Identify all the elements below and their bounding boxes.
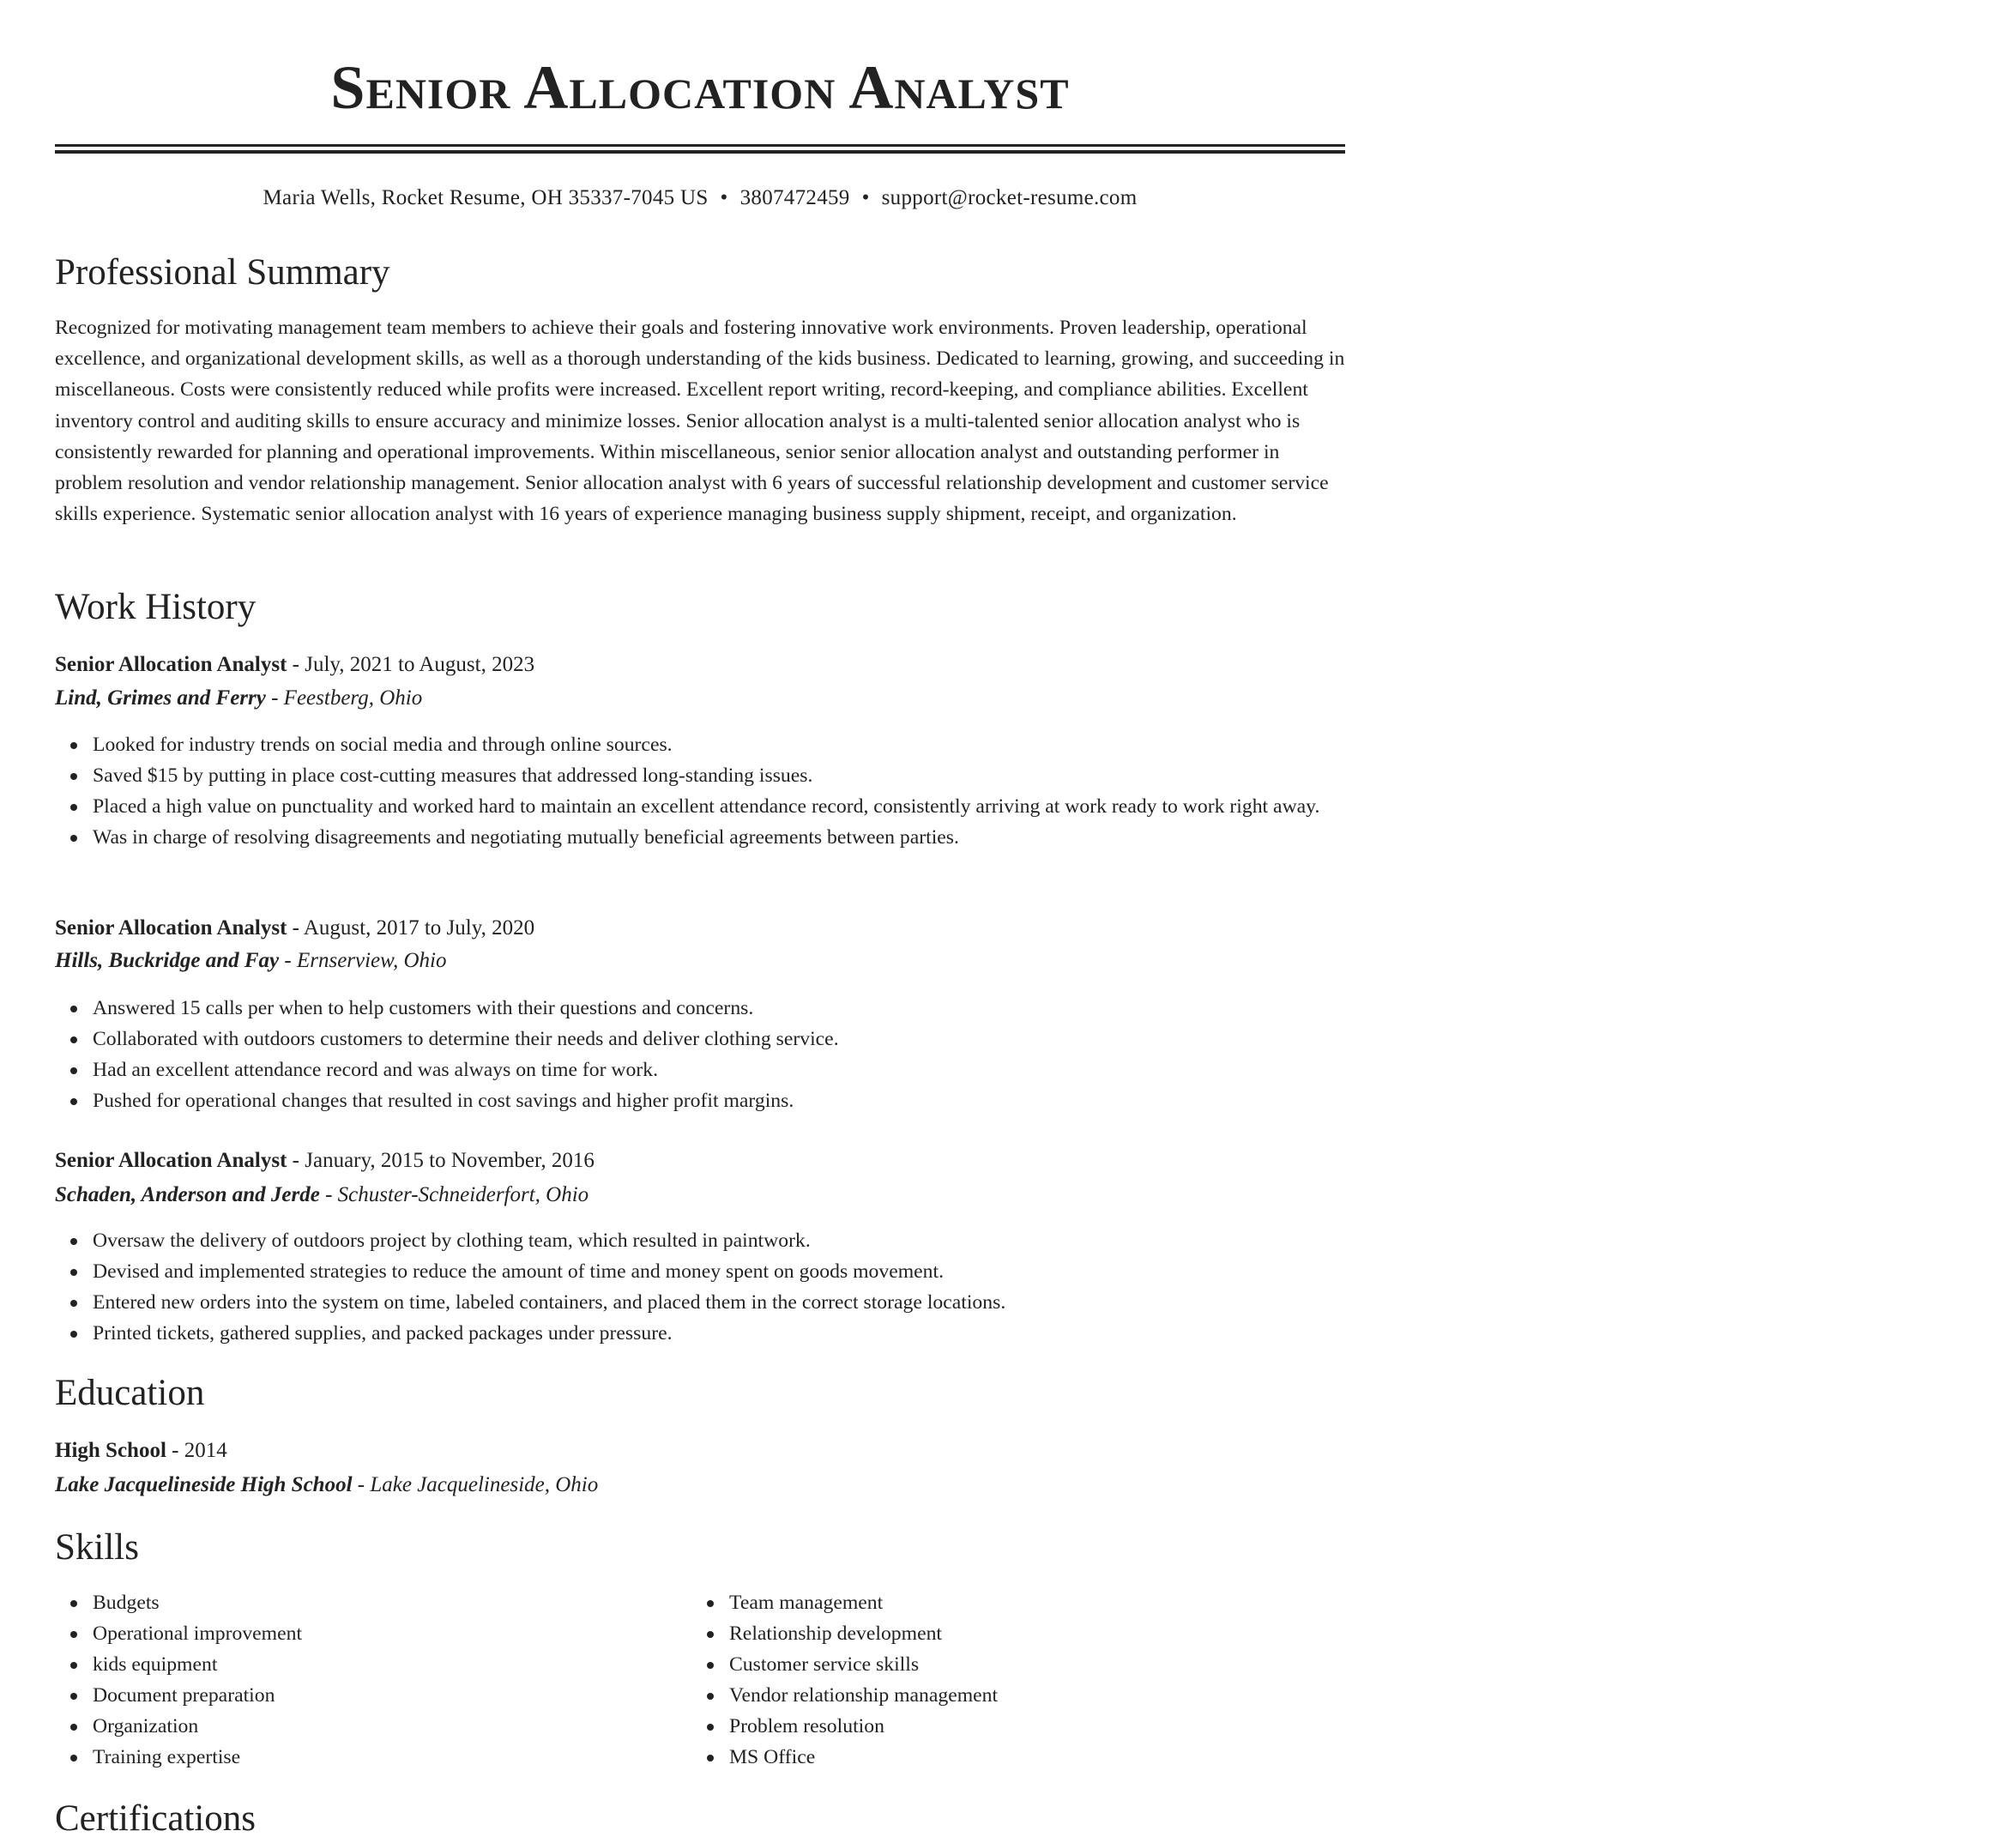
education-location: - Lake Jacquelineside, Ohio	[352, 1473, 599, 1496]
job-company-line	[55, 682, 422, 715]
list-item: Pushed for operational changes that resulted in cost savings and higher profit margins.	[93, 1085, 1379, 1116]
job-company: Hills, Buckridge and Fay	[55, 949, 280, 972]
list-item: Looked for industry trends on social media and through online sources.	[93, 729, 1379, 760]
job-title: Senior Allocation Analyst	[55, 916, 287, 940]
skills-heading: Skills	[55, 1527, 139, 1568]
skill-item: MS Office	[729, 1742, 2016, 1773]
job-location: - Feestberg, Ohio	[265, 686, 423, 710]
job-location: - Schuster-Schneiderfort, Ohio	[319, 1183, 589, 1206]
list-item: Placed a high value on punctuality and worked hard to maintain an excellent attendance record, consistently arriving at work ready to work right away.	[93, 791, 1379, 822]
skill-item: Team management	[729, 1587, 2016, 1618]
job-company-line	[55, 1179, 589, 1212]
resume-title: Senior Allocation Analyst	[330, 53, 1070, 122]
education-degree: High School	[55, 1439, 166, 1462]
list-item: Saved $15 by putting in place cost-cutting measures that addressed long-standing issues.	[93, 760, 1379, 791]
skill-item: kids equipment	[93, 1649, 1379, 1680]
job-bullets	[55, 993, 1379, 1116]
list-item: Collaborated with outdoors customers to determine their needs and deliver clothing service.	[93, 1024, 1379, 1054]
job-dates: - January, 2015 to November, 2016	[287, 1149, 595, 1172]
skill-item: Relationship development	[729, 1618, 2016, 1649]
skill-item: Training expertise	[93, 1742, 1379, 1773]
skill-item: Customer service skills	[729, 1649, 2016, 1680]
job-title: Senior Allocation Analyst	[55, 653, 287, 676]
job-bullets	[55, 1225, 1379, 1349]
job-title-line	[55, 912, 534, 945]
education-school-line	[55, 1469, 598, 1502]
list-item: Printed tickets, gathered supplies, and packed packages under pressure.	[93, 1318, 1379, 1349]
contact-separator: •	[861, 186, 870, 209]
job-dates: - July, 2021 to August, 2023	[287, 653, 535, 676]
contact-phone: 3807472459	[739, 186, 850, 209]
job-company-line	[55, 945, 446, 977]
job-location: - Ernserview, Ohio	[279, 949, 447, 972]
list-item: Had an excellent attendance record and was always on time for work.	[93, 1054, 1379, 1085]
contact-address: Maria Wells, Rocket Resume, OH 35337-7045 US	[263, 186, 709, 209]
title-divider-top	[55, 144, 1345, 147]
work-history-heading: Work History	[55, 587, 257, 627]
skill-item: Problem resolution	[729, 1711, 2016, 1742]
job-company: Schaden, Anderson and Jerde	[55, 1183, 320, 1206]
list-item: Was in charge of resolving disagreements and negotiating mutually beneficial agreements between parties.	[93, 822, 1379, 853]
contact-email: support@rocket-resume.com	[881, 186, 1138, 209]
job-dates: - August, 2017 to July, 2020	[287, 916, 535, 940]
education-heading: Education	[55, 1373, 205, 1413]
education-year: - 2014	[166, 1439, 227, 1462]
skill-item: Organization	[93, 1711, 1379, 1742]
skill-item: Vendor relationship management	[729, 1680, 2016, 1711]
skill-item: Document preparation	[93, 1680, 1379, 1711]
skill-item: Operational improvement	[93, 1618, 1379, 1649]
list-item: Answered 15 calls per when to help customers with their questions and concerns.	[93, 993, 1379, 1024]
certifications-heading: Certifications	[55, 1798, 257, 1839]
job-company: Lind, Grimes and Ferry	[55, 686, 266, 710]
title-divider-bottom	[55, 150, 1345, 154]
skills-list-right	[691, 1587, 2016, 1773]
skill-item: Budgets	[93, 1587, 1379, 1618]
list-item: Oversaw the delivery of outdoors project by clothing team, which resulted in paintwork.	[93, 1225, 1379, 1256]
list-item: Devised and implemented strategies to reduce the amount of time and money spent on goods movement.	[93, 1256, 1379, 1287]
education-degree-line	[55, 1435, 227, 1467]
job-title-line	[55, 649, 534, 681]
list-item: Entered new orders into the system on time, labeled containers, and placed them in the correct storage locations.	[93, 1287, 1379, 1318]
summary-heading: Professional Summary	[55, 252, 390, 293]
job-bullets	[55, 729, 1379, 853]
job-title: Senior Allocation Analyst	[55, 1149, 287, 1172]
education-school: Lake Jacquelineside High School	[55, 1473, 353, 1496]
contact-line	[55, 181, 1345, 215]
contact-separator: •	[720, 186, 728, 209]
summary-text: Recognized for motivating management team members to achieve their goals and fostering innovative work environments. Proven leadership, operational excellence, and organizational development skills, as well as a thorough understanding of the kids business. Dedicated to learning, growing, and succeeding in miscellaneous. Costs were consistently reduced while profits were increased. Excellent report writing, record-keeping, and compliance abilities. Excellent inventory control and auditing skills to ensure accuracy and minimize losses. Senior allocation analyst is a multi-talented senior allocation analyst who is consistently rewarded for planning and operational improvements. Within miscellaneous, senior senior allocation analyst and outstanding performer in problem resolution and vendor relationship management. Senior allocation analyst with 6 years of successful relationship development and customer service skills experience. Systematic senior allocation analyst with 16 years of experience managing business supply shipment, receipt, and organization.	[55, 317, 1345, 526]
job-title-line	[55, 1145, 595, 1177]
